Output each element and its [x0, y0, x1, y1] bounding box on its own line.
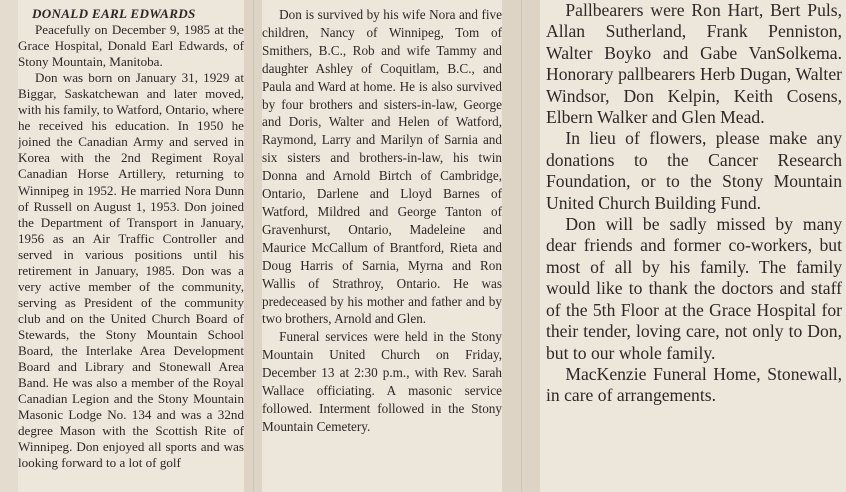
col3-paragraph-4: MacKenzie Funeral Home, Stonewall, in care of arrangements. — [546, 363, 842, 406]
col3-paragraph-2: In lieu of flowers, please make any donations to the Cancer Research Foundation, or to the Stony Mountain United Church Building Fund. — [546, 128, 842, 213]
left-margin — [0, 0, 18, 492]
col2-paragraph-2: Funeral services were held in the Stony Mountain United Church on Friday, December 13 at 2:30 p.m., with Rev. Sarah Wallace officiating. A masonic service followed. Interment followed in the Stony Mountain Cemetery. — [262, 329, 502, 434]
col3-paragraph-3: Don will be sadly missed by many dear friends and former co-workers, but most of all by his family. The family would like to thank the doctors and staff of the 5th Floor at the Grace Hospital for their tender, loving care, not only to Don, but to our whole family. — [546, 214, 842, 363]
fold-crease — [521, 0, 522, 492]
col3-paragraph-1: Pallbearers were Ron Hart, Bert Puls, Allan Sutherland, Frank Penniston, Walter Boyko and Gabe VanSolkema. Honorary pallbearers Herb Dugan, Walter Windsor, Don Kelpin, Keith Cosens, Elbern Walker and Glen Mead. — [546, 0, 842, 128]
fold-crease — [253, 0, 254, 492]
column-3 — [540, 0, 846, 492]
column-1 — [18, 0, 244, 492]
obituary-title: DONALD EARL EDWARDS — [32, 6, 196, 21]
col2-paragraph-1: Don is survived by his wife Nora and five children, Nancy of Winnipeg, Tom of Smithers, B.C., Rob and wife Tammy and daughter Ashley of Coquitlam, B.C., and Paula and Ward at home. He is also survived by four brothers and sisters-in-law, George and Doris, Walter and Helen of Watford, Raymond, Larry and Marilyn of Sarnia and six sisters and brothers-in-law, his twin Donna and Arnold Birtch of Cambridge, Ontario, Darlene and Lloyd Barnes of Watford, Mildred and George Tanton of Gravenhurst, Ontario, Madeleine and Maurice McCallum of Brantford, Rieta and Doug Harris of Sarnia, Myrna and Ron Wallis of Strathroy, Ontario. He was predeceased by his mother and father and by two brothers, Arnold and Glen. — [262, 7, 502, 327]
col1-paragraph-2: Don was born on January 31, 1929 at Biggar, Saskatchewan and later moved, with his family, to Watford, Ontario, where he received his education. In 1950 he joined the Canadian Army and served in Korea with the 2nd Regiment Royal Canadian Horse Artillery, returning to Winnipeg in 1952. He married Nora Dunn of Russell on August 1, 1953. Don joined the Department of Transport in January, 1956 as an Air Traffic Controller and served in various positions until his retirement in January, 1985. Don was a very active member of the community, serving as President of the community club and on the United Church Board of Stewards, the Stony Mountain School Board, the Interlake Area Development Board and Library and Stonewall Area Band. He was also a member of the Royal Canadian Legion and the Stony Mountain Masonic Lodge No. 134 and was a 32nd degree Mason with the Scottish Rite of Winnipeg. Don enjoyed all sports and was looking forward to a lot of golf — [18, 70, 244, 471]
column-2 — [262, 0, 502, 492]
col1-paragraph-1: Peacefully on December 9, 1985 at the Grace Hospital, Donald Earl Edwards, of Stony Mountain, Manitoba. — [18, 22, 244, 70]
